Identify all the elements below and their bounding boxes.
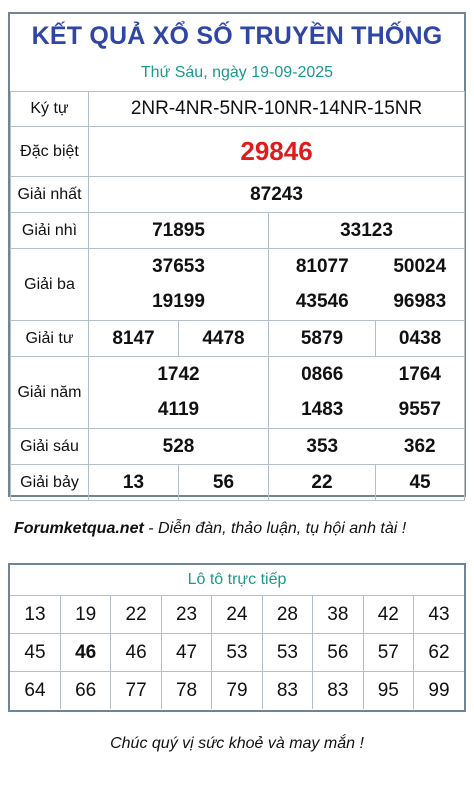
row-nhat xyxy=(11,177,465,213)
seventh-prize-4: 45 xyxy=(376,465,465,501)
loto-number-special: 46 xyxy=(60,634,110,672)
draw-date: Thứ Sáu, ngày 19-09-2025 xyxy=(140,64,334,81)
fourth-prize-1: 8147 xyxy=(89,321,179,357)
seventh-prize-2: 56 xyxy=(179,465,269,501)
row-nam-1 xyxy=(11,357,465,393)
fifth-prize-5: 1483 xyxy=(269,393,376,429)
loto-number: 83 xyxy=(262,672,312,710)
fourth-prize-3: 5879 xyxy=(269,321,376,357)
second-prize-1: 71895 xyxy=(89,213,269,249)
page-title: KẾT QUẢ XỔ SỐ TRUYỀN THỐNG xyxy=(31,22,443,50)
loto-number: 77 xyxy=(111,672,161,710)
seventh-prize-1: 13 xyxy=(89,465,179,501)
label-nhi: Giải nhì xyxy=(11,213,89,249)
third-prize-1: 37653 xyxy=(89,249,269,285)
result-table xyxy=(10,91,465,501)
loto-number: 78 xyxy=(161,672,211,710)
label-tu: Giải tư xyxy=(11,321,89,357)
loto-row xyxy=(10,634,464,672)
loto-number: 83 xyxy=(313,672,363,710)
third-prize-6: 96983 xyxy=(376,285,465,321)
loto-number: 13 xyxy=(10,596,60,634)
label-dacbiet: Đặc biệt xyxy=(11,127,89,177)
result-board xyxy=(8,12,466,497)
label-bay: Giải bảy xyxy=(11,465,89,501)
sixth-prize-3: 362 xyxy=(376,429,465,465)
loto-number: 22 xyxy=(111,596,161,634)
fifth-prize-1: 1742 xyxy=(89,357,269,393)
first-prize: 87243 xyxy=(89,177,465,213)
loto-number: 95 xyxy=(363,672,413,710)
loto-number: 62 xyxy=(414,634,465,672)
row-ba-1 xyxy=(11,249,465,285)
seventh-prize-3: 22 xyxy=(269,465,376,501)
wish-message: Chúc quý vị sức khoẻ và may mắn ! xyxy=(110,735,364,752)
sixth-prize-1: 528 xyxy=(89,429,269,465)
loto-number: 28 xyxy=(262,596,312,634)
loto-number: 38 xyxy=(313,596,363,634)
loto-row xyxy=(10,672,464,710)
fifth-prize-6: 9557 xyxy=(376,393,465,429)
loto-table xyxy=(10,596,464,709)
loto-number: 56 xyxy=(313,634,363,672)
fifth-prize-4: 4119 xyxy=(89,393,269,429)
forum-banner xyxy=(14,520,406,538)
loto-number: 79 xyxy=(212,672,262,710)
fifth-prize-3: 1764 xyxy=(376,357,465,393)
fourth-prize-4: 0438 xyxy=(376,321,465,357)
loto-number: 23 xyxy=(161,596,211,634)
sixth-prize-2: 353 xyxy=(269,429,376,465)
special-prize: 29846 xyxy=(89,127,465,177)
loto-number: 47 xyxy=(161,634,211,672)
third-prize-5: 43546 xyxy=(269,285,376,321)
third-prize-2: 81077 xyxy=(269,249,376,285)
second-prize-2: 33123 xyxy=(269,213,465,249)
loto-number: 43 xyxy=(414,596,465,634)
loto-number: 99 xyxy=(414,672,465,710)
label-sau: Giải sáu xyxy=(11,429,89,465)
row-bay xyxy=(11,465,465,501)
loto-title: Lô tô trực tiếp xyxy=(10,565,464,596)
loto-row xyxy=(10,596,464,634)
loto-number: 24 xyxy=(212,596,262,634)
fourth-prize-2: 4478 xyxy=(179,321,269,357)
loto-number: 45 xyxy=(10,634,60,672)
label-nhat: Giải nhất xyxy=(11,177,89,213)
row-sau xyxy=(11,429,465,465)
row-tu xyxy=(11,321,465,357)
loto-number: 19 xyxy=(60,596,110,634)
third-prize-4: 19199 xyxy=(89,285,269,321)
loto-number: 53 xyxy=(212,634,262,672)
loto-number: 66 xyxy=(60,672,110,710)
loto-number: 46 xyxy=(111,634,161,672)
loto-number: 53 xyxy=(262,634,312,672)
loto-number: 64 xyxy=(10,672,60,710)
label-ba: Giải ba xyxy=(11,249,89,321)
loto-number: 42 xyxy=(363,596,413,634)
row-dacbiet xyxy=(11,127,465,177)
fifth-prize-2: 0866 xyxy=(269,357,376,393)
forum-tagline: - Diễn đàn, thảo luận, tụ hội anh tài ! xyxy=(143,520,407,537)
third-prize-3: 50024 xyxy=(376,249,465,285)
label-kytu: Ký tự xyxy=(11,92,89,127)
loto-board xyxy=(8,563,466,712)
loto-number: 57 xyxy=(363,634,413,672)
kytu-value: 2NR-4NR-5NR-10NR-14NR-15NR xyxy=(89,92,465,127)
row-kytu xyxy=(11,92,465,127)
label-nam: Giải năm xyxy=(11,357,89,429)
forum-site-link[interactable]: Forumketqua.net xyxy=(14,520,144,537)
row-nhi xyxy=(11,213,465,249)
